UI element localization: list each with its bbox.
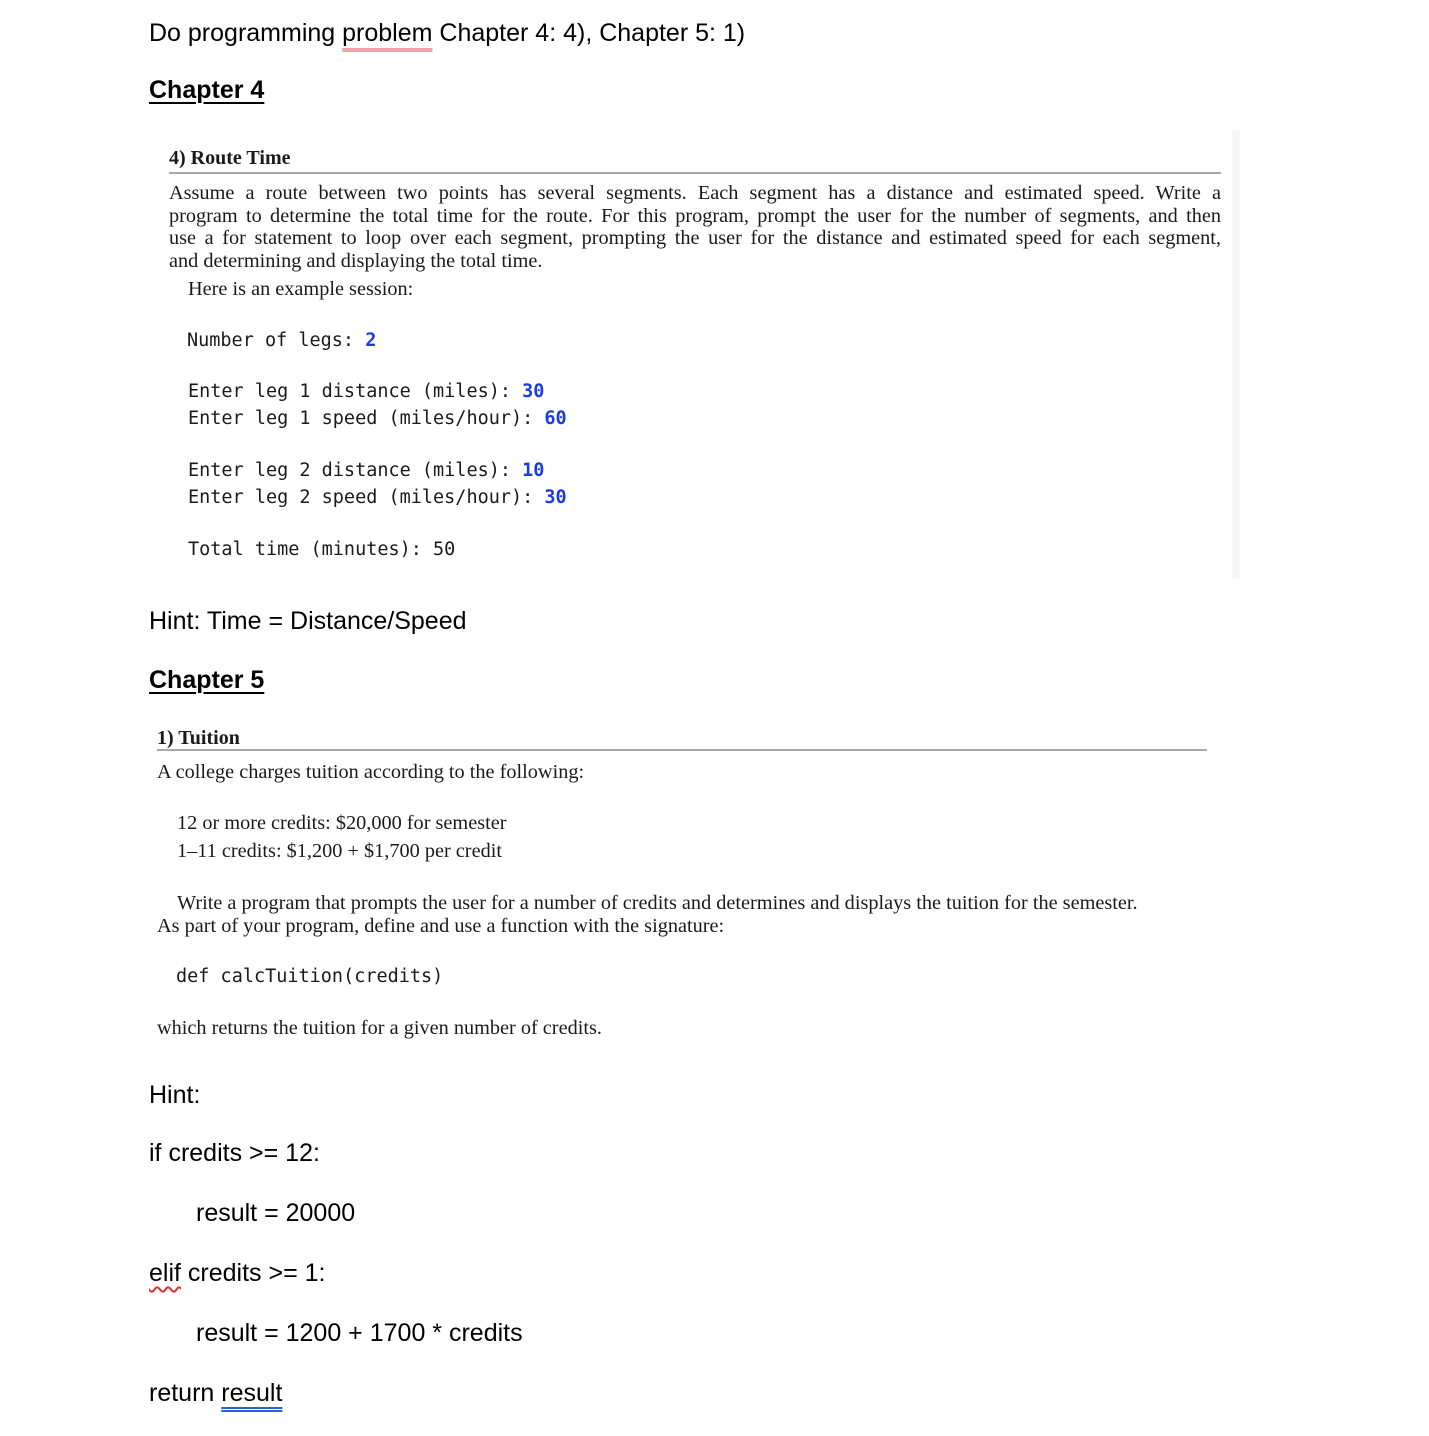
task-line-1: Write a program that prompts the user for a number of credits and determines and displays the tuition for the semester.	[177, 892, 1138, 914]
instruction-prefix: Do programming	[149, 19, 343, 47]
session-total-line: Total time (minutes): 50	[188, 539, 456, 560]
leg2-distance-prompt: Enter leg 2 distance (miles):	[188, 460, 523, 481]
leg1-distance-value: 30	[522, 381, 545, 402]
leg2-speed-prompt: Enter leg 2 speed (miles/hour):	[188, 487, 545, 508]
session-leg1-distance-line	[188, 381, 544, 402]
description-line-3: use a for statement to loop over each segment, prompting the user for the distance and estimated speed for each segment,	[169, 227, 1221, 250]
session-leg2-speed-line	[188, 487, 567, 508]
route-time-title: 4) Route Time	[169, 147, 291, 169]
hint-code-line-2: result = 20000	[196, 1199, 356, 1227]
tuition-intro: A college charges tuition according to the following:	[157, 761, 585, 783]
chapter5-heading: Chapter 5	[149, 666, 265, 694]
rate-line-2: 1–11 credits: $1,200 + $1,700 per credit	[177, 840, 502, 862]
function-signature: def calcTuition(credits)	[176, 966, 444, 987]
leg1-speed-prompt: Enter leg 1 speed (miles/hour):	[188, 408, 545, 429]
hint-code-line-4: result = 1200 + 1700 * credits	[196, 1319, 523, 1347]
legs-prompt: Number of legs:	[187, 330, 366, 351]
leg2-speed-value: 30	[544, 487, 567, 508]
description-line-4: and determining and displaying the total time.	[169, 250, 543, 273]
assignment-instruction	[149, 18, 745, 48]
hint-code-line-3	[149, 1258, 326, 1288]
description-line-2: program to determine the total time for the route. For this program, prompt the user for the number of segments, and then	[169, 204, 1221, 227]
description-line-1: Assume a route between two points has several segments. Each segment has a distance and estimated speed. Write a	[169, 182, 1221, 204]
rate-line-1: 12 or more credits: $20,000 for semester	[177, 812, 507, 834]
leg1-distance-prompt: Enter leg 1 distance (miles):	[188, 381, 523, 402]
chapter4-problem-image[interactable]	[160, 130, 1240, 578]
route-time-description	[169, 182, 1221, 273]
line3-rest: credits >= 1:	[180, 1259, 326, 1287]
leg1-speed-value: 60	[544, 408, 567, 429]
chapter4-hint: Hint: Time = Distance/Speed	[149, 607, 467, 635]
return-keyword: return	[149, 1379, 222, 1407]
grammar-flagged-word-result[interactable]: result	[221, 1379, 283, 1407]
leg2-distance-value: 10	[522, 460, 545, 481]
spelling-flagged-word-problem[interactable]: problem	[342, 19, 433, 47]
spelling-flagged-word-elif[interactable]: elif	[149, 1259, 181, 1287]
returns-description: which returns the tuition for a given number of credits.	[157, 1017, 602, 1039]
chapter4-heading: Chapter 4	[149, 76, 265, 104]
title-divider	[169, 172, 1221, 174]
example-intro: Here is an example session:	[188, 278, 414, 300]
instruction-suffix: Chapter 4: 4), Chapter 5: 1)	[432, 19, 746, 47]
tuition-title: 1) Tuition	[157, 727, 240, 749]
title-divider	[157, 749, 1207, 751]
chapter5-hint-label: Hint:	[149, 1081, 201, 1109]
task-line-2: As part of your program, define and use a function with the signature:	[157, 915, 725, 937]
session-leg1-speed-line	[188, 408, 567, 429]
legs-input-value: 2	[365, 330, 377, 351]
session-legs-line	[187, 330, 376, 351]
session-leg2-distance-line	[188, 460, 544, 481]
hint-code-line-5	[149, 1378, 282, 1408]
hint-code-line-1: if credits >= 12:	[149, 1139, 320, 1167]
chapter5-problem-image[interactable]	[150, 718, 1220, 1048]
